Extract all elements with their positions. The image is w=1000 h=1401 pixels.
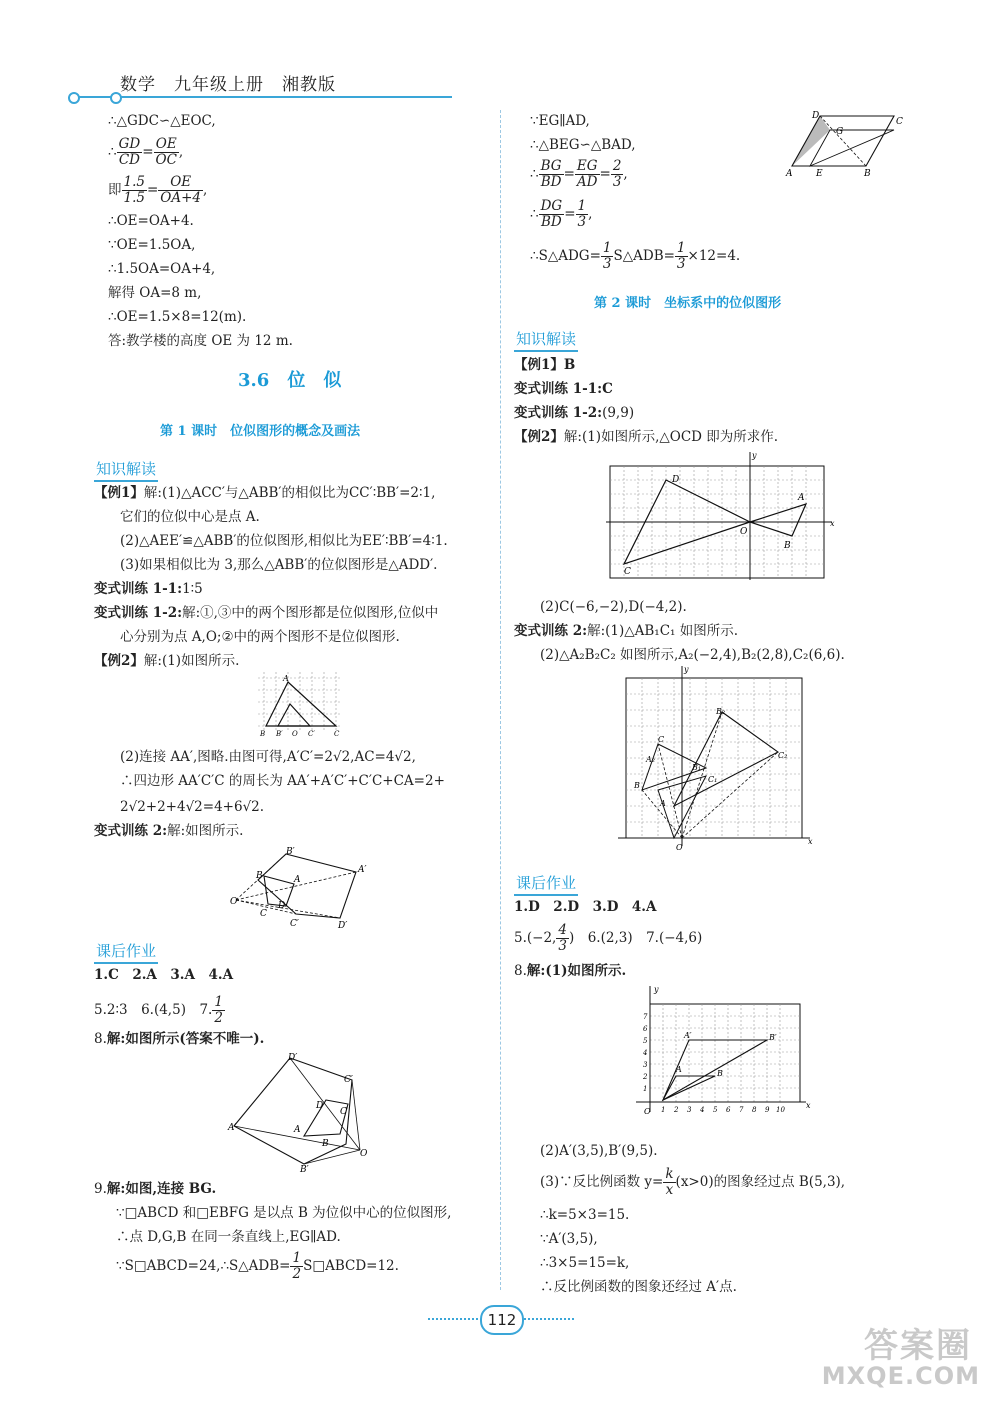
svg-text:y: y	[654, 985, 659, 994]
svg-text:D′: D′	[338, 921, 348, 931]
svg-text:y: y	[752, 451, 757, 460]
right-variant-1-1: 变式训练 1-1:C	[514, 381, 613, 397]
watermark-logo: 答案圈	[864, 1326, 972, 1366]
svg-text:y: y	[684, 665, 689, 674]
svg-text:8: 8	[752, 1106, 757, 1114]
homework-left-answers-2: 5.2∶3 6.(4,5) 7. $\frac{1}{2}$	[94, 994, 223, 1026]
lesson-2-title: 第 2 课时 坐标系中的位似图形	[594, 296, 782, 311]
example-1: 【例1】解:(1)△ACC′与△ABB′的相似比为CC′∶BB′=2∶1,	[94, 485, 436, 501]
svg-text:1: 1	[661, 1106, 666, 1114]
svg-text:B₁: B₁	[692, 763, 702, 772]
variant-1-2: 变式训练 1-2:解:①,③中的两个图形都是位似图形,位似中	[94, 605, 439, 621]
variant-1-1: 变式训练 1-1:1∶5	[94, 581, 203, 597]
figure-homework-8-left	[228, 1052, 368, 1175]
section-homework-right: 课后作业	[514, 872, 578, 896]
left-line-7: 解得 OA=8 m,	[108, 285, 202, 301]
right-example-1: 【例1】B	[514, 357, 576, 373]
left-fraction-1: ∴ $\frac{GD}{CD}$ = $\frac{OE}{OC}$ ,	[108, 136, 184, 168]
column-divider	[500, 110, 501, 1290]
header-rule-dot-right	[110, 92, 122, 104]
lesson-1-title: 第 1 课时 位似图形的概念及画法	[160, 424, 361, 439]
svg-text:5: 5	[643, 1037, 648, 1045]
svg-text:D: D	[316, 1101, 324, 1111]
svg-text:A′: A′	[228, 1123, 237, 1133]
svg-text:B: B	[717, 1069, 723, 1078]
svg-text:B′: B′	[286, 847, 295, 857]
svg-text:D: D	[278, 901, 286, 911]
fig-label-B-prime: B′	[276, 730, 283, 738]
svg-text:4: 4	[700, 1106, 705, 1114]
homework-right-q8-line-e: ∵A′(3,5),	[540, 1231, 598, 1247]
figure-example-2-right	[606, 450, 836, 582]
example-1-line-b: 它们的位似中心是点 A.	[120, 509, 260, 525]
svg-text:6: 6	[726, 1106, 731, 1114]
right-variant-1-2: 变式训练 1-2:(9,9)	[514, 405, 635, 421]
svg-text:1: 1	[643, 1085, 648, 1093]
svg-text:x: x	[808, 837, 813, 846]
homework-right-answers-2: 5.(−2, $\frac{4}{3}$ ) 6.(2,3) 7.(−4,6)	[514, 922, 703, 954]
page-number-dots-left	[428, 1318, 478, 1320]
example-2: 【例2】解:(1)如图所示.	[94, 653, 240, 669]
variant-1-2-line-b: 心分别为点 A,O;②中的两个图形不是位似图形.	[120, 629, 400, 645]
homework-left-q9: 9.解:如图,连接 BG.	[94, 1181, 217, 1197]
svg-text:O: O	[676, 843, 683, 852]
example-1-line-d: (3)如果相似比为 3,那么△ABB′的位似图形是△ADD′.	[120, 557, 438, 573]
svg-text:O: O	[360, 1149, 368, 1159]
homework-right-answers-1: 1.D 2.D 3.D 4.A	[514, 899, 657, 915]
svg-text:3: 3	[687, 1106, 692, 1114]
fig-label-B: B	[260, 730, 266, 738]
svg-text:C: C	[658, 735, 665, 744]
header-rule	[72, 96, 452, 98]
svg-text:B′: B′	[300, 1165, 309, 1175]
figure-example-2-left	[258, 672, 358, 738]
left-line-8: ∴OE=1.5×8=12(m).	[108, 309, 247, 325]
svg-text:9: 9	[765, 1106, 770, 1114]
right-line-1: ∵EG∥AD,	[530, 113, 590, 129]
homework-right-q8-line-d: ∴k=5×3=15.	[540, 1207, 630, 1223]
homework-right-q8-line-c: (3)∵反比例函数 y= $\frac{k}{x}$ (x>0)的图象经过点 B(5,3),	[540, 1166, 846, 1198]
watermark-site: MXQE.COM	[821, 1362, 980, 1390]
homework-left-q9-line-b: ∵□ABCD 和□EBFG 是以点 B 为位似中心的位似图形,	[116, 1205, 452, 1221]
left-line-6: ∴1.5OA=OA+4,	[108, 261, 216, 277]
right-example-2: 【例2】解:(1)如图所示,△OCD 即为所求作.	[514, 429, 779, 445]
svg-text:B: B	[634, 781, 640, 790]
svg-text:x: x	[806, 1101, 811, 1110]
svg-text:D: D	[672, 475, 680, 485]
page-number: 112	[480, 1305, 524, 1335]
left-line-4: ∴OE=OA+4.	[108, 213, 194, 229]
svg-text:A: A	[660, 799, 666, 808]
example-1-line-c: (2)△AEE′≌△ABB′的位似图形,相似比为EE′∶BB′=4∶1.	[120, 533, 448, 549]
homework-right-q8: 8.解:(1)如图所示.	[514, 963, 627, 979]
svg-text:O: O	[644, 1107, 651, 1116]
svg-text:G: G	[836, 127, 844, 137]
right-line-2: ∴△BEG∽△BAD,	[530, 137, 636, 153]
svg-text:A: A	[798, 493, 805, 503]
svg-text:A: A	[786, 169, 793, 179]
svg-text:C′: C′	[344, 1075, 353, 1085]
svg-text:7: 7	[739, 1106, 744, 1114]
svg-text:2: 2	[674, 1106, 679, 1114]
svg-text:D: D	[812, 111, 820, 121]
svg-text:E: E	[816, 169, 823, 179]
section-homework-left: 课后作业	[94, 940, 158, 964]
homework-left-q9-line-c: ∴点 D,G,B 在同一条直线上,EG∥AD.	[116, 1229, 341, 1245]
example-2-line-c: ∴四边形 AA′C′C 的周长为 AA′+A′C′+C′C+CA=2+	[120, 773, 445, 789]
example-2-line-d: 2√2+2+4√2=4+6√2.	[120, 799, 265, 815]
svg-text:x: x	[830, 519, 835, 528]
section-knowledge-left: 知识解读	[94, 458, 158, 482]
svg-text:C: C	[260, 909, 267, 919]
svg-text:A₂: A₂	[646, 755, 655, 764]
svg-text:C: C	[896, 117, 903, 127]
svg-text:O: O	[740, 527, 748, 537]
figure-homework-8-right	[630, 982, 810, 1122]
svg-text:D′: D′	[288, 1053, 298, 1063]
figure-variant-2-right	[618, 664, 818, 854]
figure-parallelogram	[782, 110, 912, 180]
svg-text:C: C	[340, 1107, 347, 1117]
fig-label-A: A	[283, 674, 289, 683]
homework-left-answers-1: 1.C 2.A 3.A 4.A	[94, 967, 234, 983]
svg-text:C₁: C₁	[708, 775, 718, 784]
svg-text:7: 7	[643, 1013, 648, 1021]
svg-text:10: 10	[776, 1106, 785, 1114]
section-knowledge-right: 知识解读	[514, 328, 578, 352]
left-line-1: ∴△GDC∽△EOC,	[108, 113, 216, 129]
svg-text:B′: B′	[769, 1033, 777, 1042]
right-example-2-line-b: (2)C(−6,−2),D(−4,2).	[540, 599, 687, 615]
variant-2-left: 变式训练 2:解:如图所示.	[94, 823, 244, 839]
svg-text:B: B	[784, 541, 791, 551]
svg-text:B: B	[864, 169, 871, 179]
right-line-5: ∴S△ADG= $\frac{1}{3}$ S△ADB= $\frac{1}{3}$ ×12=4.	[530, 240, 741, 272]
svg-text:C′: C′	[290, 919, 299, 929]
svg-text:2: 2	[643, 1073, 648, 1081]
svg-text:B: B	[322, 1139, 329, 1149]
svg-text:3: 3	[643, 1061, 648, 1069]
homework-right-q8-line-f: ∴3×5=15=k,	[540, 1255, 630, 1271]
right-variant-2: 变式训练 2:解:(1)△AB₁C₁ 如图所示.	[514, 623, 739, 639]
page-header-title: 数学 九年级上册 湘教版	[120, 75, 336, 95]
example-2-line-b: (2)连接 AA′,图略.由图可得,A′C′=2√2,AC=4√2,	[120, 749, 416, 765]
right-variant-2-line-b: (2)△A₂B₂C₂ 如图所示,A₂(−2,4),B₂(2,8),C₂(6,6).	[540, 647, 845, 663]
right-fraction-1: ∴ $\frac{BG}{BD}$ = $\frac{EG}{AD}$ = $\frac{2}{3}$ ,	[530, 158, 628, 190]
left-line-9: 答:教学楼的高度 OE 为 12 m.	[108, 333, 293, 349]
homework-right-q8-line-b: (2)A′(3,5),B′(9,5).	[540, 1143, 658, 1159]
svg-text:B: B	[256, 871, 263, 881]
svg-text:A′: A′	[684, 1031, 692, 1040]
svg-text:5: 5	[713, 1106, 718, 1114]
homework-right-q8-line-g: ∴反比例函数的图象还经过 A′点.	[540, 1279, 737, 1295]
fig-label-O: O	[292, 730, 298, 738]
homework-left-q8: 8.解:如图所示(答案不唯一).	[94, 1031, 265, 1047]
figure-variant-2-left	[230, 846, 370, 931]
svg-text:A: A	[294, 1125, 301, 1135]
right-fraction-2: ∴ $\frac{DG}{BD}$ = $\frac{1}{3}$ ,	[530, 198, 593, 230]
homework-left-q9-line-d: ∵S□ABCD=24,∴S△ADB= $\frac{1}{2}$ S□ABCD=12.	[116, 1250, 399, 1282]
page-number-dots-right	[524, 1318, 574, 1320]
fig-label-C: C	[334, 730, 340, 738]
left-fraction-2: 即 $\frac{1.5}{1.5}$ = $\frac{OE}{OA+4}$ ,	[108, 174, 208, 206]
svg-text:4: 4	[643, 1049, 648, 1057]
svg-text:C: C	[624, 567, 631, 577]
svg-text:O: O	[230, 897, 238, 907]
svg-text:A: A	[676, 1065, 682, 1074]
svg-text:A: A	[294, 875, 301, 885]
fig-label-C-prime: C′	[308, 730, 315, 738]
header-rule-dot-left	[68, 92, 80, 104]
svg-text:6: 6	[643, 1025, 648, 1033]
chapter-title: 3.6 位 似	[238, 370, 342, 391]
left-line-5: ∵OE=1.5OA,	[108, 237, 196, 253]
svg-text:A′: A′	[358, 865, 367, 875]
svg-text:B₂: B₂	[716, 707, 726, 716]
svg-text:C₂: C₂	[778, 751, 788, 760]
